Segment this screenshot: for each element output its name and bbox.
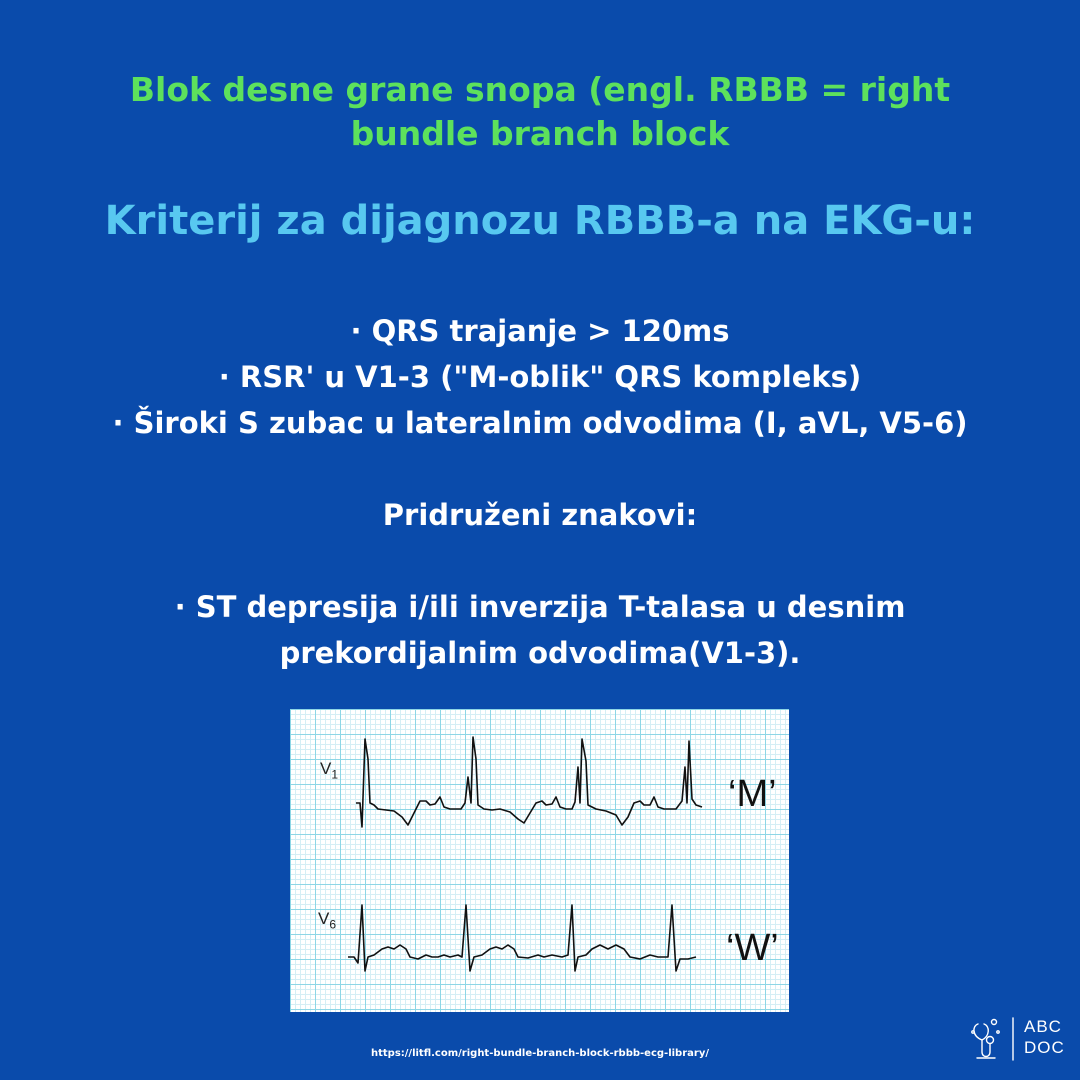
criteria-item: · Široki S zubac u lateralnim odvodima (I, aVL, V5-6) <box>112 406 968 440</box>
ecg-traces <box>290 709 789 1012</box>
v1-trace <box>356 737 702 827</box>
associated-heading: Pridruženi znakovi: <box>382 498 698 532</box>
associated-item: · ST depresija i/ili inverzija T-talasa u desnim prekordijalnim odvodima(V1-3). <box>174 590 906 670</box>
criteria-item: · QRS trajanje > 120ms <box>350 314 730 348</box>
v6-label: $V_6$ <box>318 909 337 932</box>
criteria-item: · RSR' u V1-3 ("M-oblik" QRS kompleks) <box>218 360 862 394</box>
logo-text: ABC DOC <box>1024 1017 1065 1057</box>
m-pattern-label: ‘M’ <box>728 773 777 815</box>
criteria-list <box>40 308 1040 446</box>
source-link[interactable]: https://litfl.com/right-bundle-branch-block-rbbb-ecg-library/ <box>370 1048 709 1059</box>
criteria-heading: Kriterij za dijagnozu RBBB-a na EKG-u: <box>104 198 976 244</box>
v1-label: $V_1$ <box>320 759 339 782</box>
ecg-figure <box>290 709 789 1012</box>
page-title: Blok desne grane snopa (engl. RBBB = right bundle branch block <box>129 70 951 153</box>
w-pattern-label: ‘W’ <box>726 927 779 969</box>
v6-trace <box>348 905 696 971</box>
